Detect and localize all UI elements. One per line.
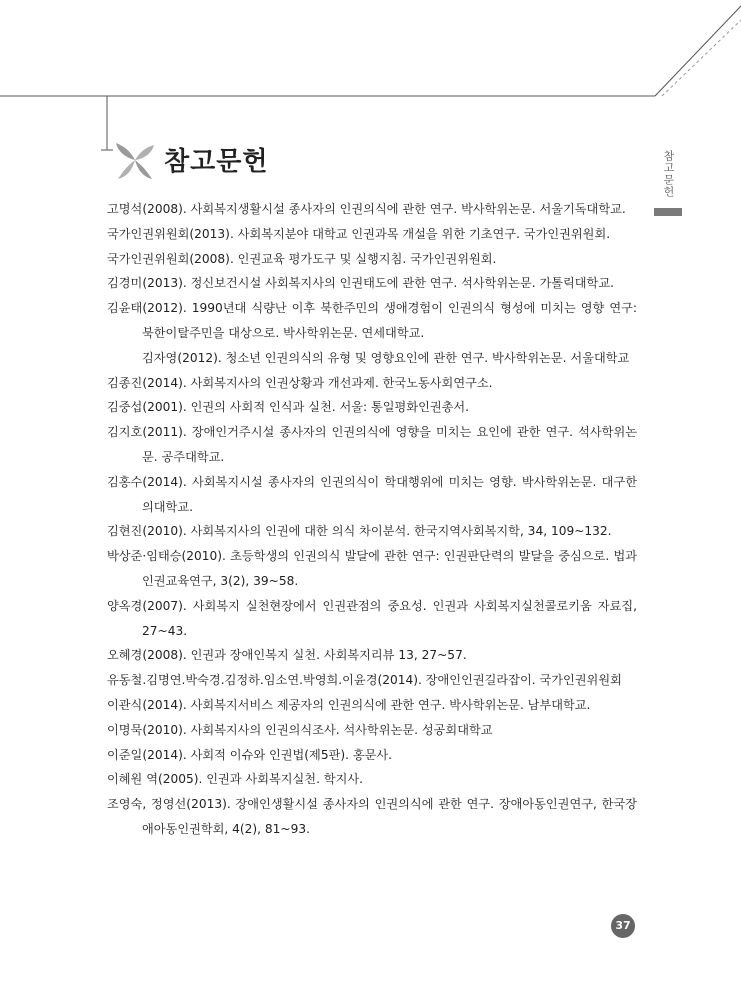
reference-entry: 조영숙, 정영선(2013). 장애인생활시설 종사자의 인권의식에 관한 연구. 장애아동인권연구, 한국장애아동인권학회, 4(2), 81~93. [107,797,637,836]
reference-entry: 김지호(2011). 장애인거주시설 종사자의 인권의식에 영향을 미치는 요인에 관한 연구. 석사학위논문. 공주대학교. [107,425,637,464]
reference-entry: 오혜경(2008). 인권과 장애인복지 실천. 사회복지리뷰 13, 27~57. [107,648,467,663]
reference-entry: 김경미(2013). 정신보건시설 사회복지사의 인권태도에 관한 연구. 석사학위논문. 가톨릭대학교. [107,276,614,291]
reference-entry: 이혜원 역(2005). 인권과 사회복지실천. 학지사. [107,772,364,787]
section-header [112,124,268,196]
reference-entry: 이관식(2014). 사회복지서비스 제공자의 인권의식에 관한 연구. 박사학위논문. 남부대학교. [107,697,591,712]
reference-entry: 이명묵(2010). 사회복지사의 인권의식조사. 석사학위논문. 성공회대학교 [107,722,493,737]
side-tab-label: 참고문헌 [662,150,675,198]
reference-entry: 고명석(2008). 사회복지생활시설 종사자의 인권의식에 관한 연구. 박사학위논문. 서울기독대학교. [107,202,626,216]
reference-entry: 김중섭(2001). 인권의 사회적 인식과 실천. 서울: 통일평화인권총서. [107,400,470,415]
reference-entry: 김홍수(2014). 사회복지시설 종사자의 인권의식이 학대행위에 미치는 영향. 박사학위논문. 대구한의대학교. [107,474,637,514]
header-dashed-diagonal [662,20,741,96]
side-tab [655,150,681,216]
leaf-ornament-icon [112,137,158,183]
reference-entry: 김윤태(2012). 1990년대 식량난 이후 북한주민의 생애경험이 인권의식 형성에 미치는 영향 연구: 북한이탈주민을 대상으로. 박사학위논문. 연세대학교. [107,301,637,340]
reference-entry: 국가인권위원회(2008). 인권교육 평가도구 및 실행지침. 국가인권위원회. [107,251,497,266]
page-number-badge: 37 [611,914,635,938]
reference-list [107,197,637,842]
reference-entry: 김종진(2014). 사회복지사의 인권상황과 개선과제. 한국노동사회연구소. [107,375,493,390]
reference-entry: 양옥경(2007). 사회복지 실천현장에서 인권관점의 중요성. 인권과 사회복지실천콜로키움 자료집, 27~43. [107,598,637,638]
reference-entry: 박상준·임태승(2010). 초등학생의 인권의식 발달에 관한 연구: 인권판단력의 발달을 중심으로. 법과 인권교육연구, 3(2), 39~58. [107,549,637,588]
header-diagonal [655,6,741,96]
reference-entry: 이준일(2014). 사회적 이슈와 인권법(제5판). 홍문사. [107,747,393,762]
reference-entry: 김자영(2012). 청소년 인권의식의 유형 및 영향요인에 관한 연구. 박사학위논문. 서울대학교 [142,350,630,365]
side-tab-bar [654,208,682,216]
page-title: 참고문헌 [164,147,269,178]
reference-entry: 국가인권위원회(2013). 사회복지분야 대학교 인권과목 개설을 위한 기초연구. 국가인권위원회. [107,226,611,241]
reference-entry: 김현진(2010). 사회복지사의 인권에 대한 의식 차이분석. 한국지역사회복지학, 34, 109~132. [107,524,612,539]
reference-entry: 유동철.김명연.박숙경.김정하.임소연.박영희.이윤경(2014). 장애인인권길라잡이. 국가인권위원회 [107,673,622,688]
